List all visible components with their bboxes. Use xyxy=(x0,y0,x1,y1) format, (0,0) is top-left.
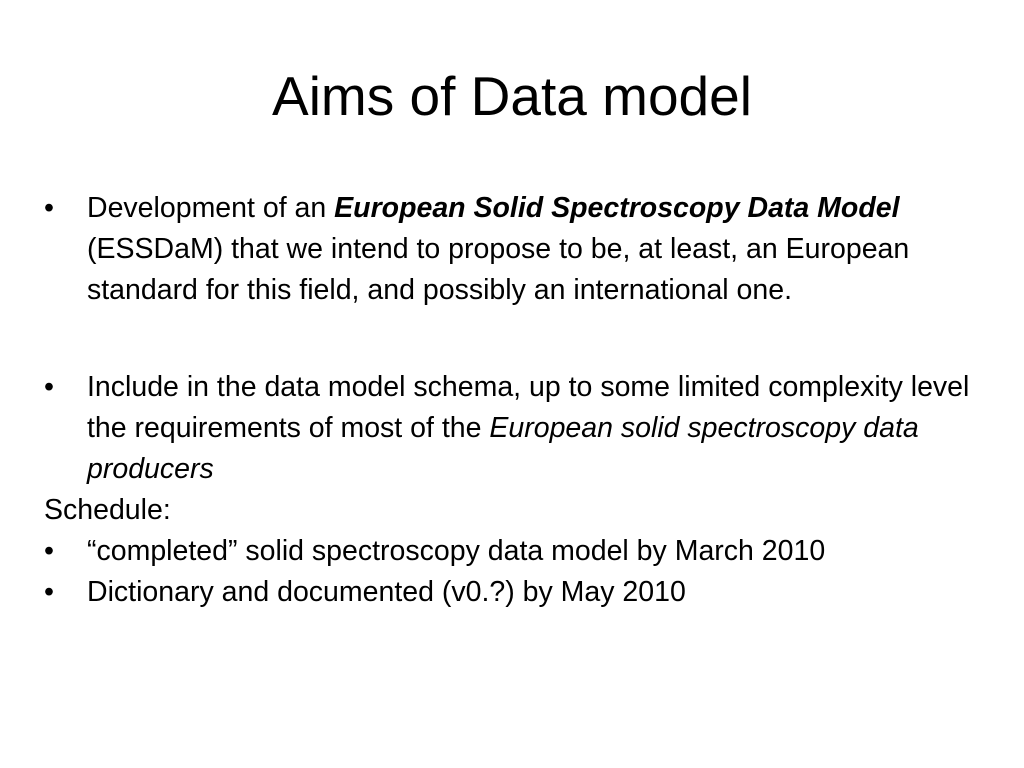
bullet-item-requirements xyxy=(44,367,984,490)
schedule-item xyxy=(44,572,984,613)
slide-content xyxy=(44,188,984,613)
schedule-item xyxy=(44,531,984,572)
slide-title: Aims of Data model xyxy=(272,65,752,127)
bullet-dot: • xyxy=(44,535,54,567)
bullet-dot: • xyxy=(44,576,54,608)
schedule-heading: Schedule: xyxy=(44,494,171,526)
bullet-emphasis-model-name: European Solid Spectroscopy Data Model xyxy=(334,192,900,224)
schedule-item-text: Dictionary and documented (v0.?) by May 2010 xyxy=(87,576,686,608)
schedule-item-text: “completed” solid spectroscopy data model by March 2010 xyxy=(87,535,826,567)
bullet-item-essdam xyxy=(44,188,984,311)
bullet-text-start: Development of an xyxy=(87,192,335,224)
bullet-dot: • xyxy=(44,192,54,224)
bullet-emphasis-producers: European solid spectroscopy data producers xyxy=(87,412,919,485)
bullet-text-end: (ESSDaM) that we intend to propose to be, at least, an European standard for this field, and possibly an international one. xyxy=(87,233,910,306)
bullet-text-start: Include in the data model schema, up to some limited complexity level the requirements of most of the xyxy=(87,371,970,444)
bullet-dot: • xyxy=(44,371,54,403)
